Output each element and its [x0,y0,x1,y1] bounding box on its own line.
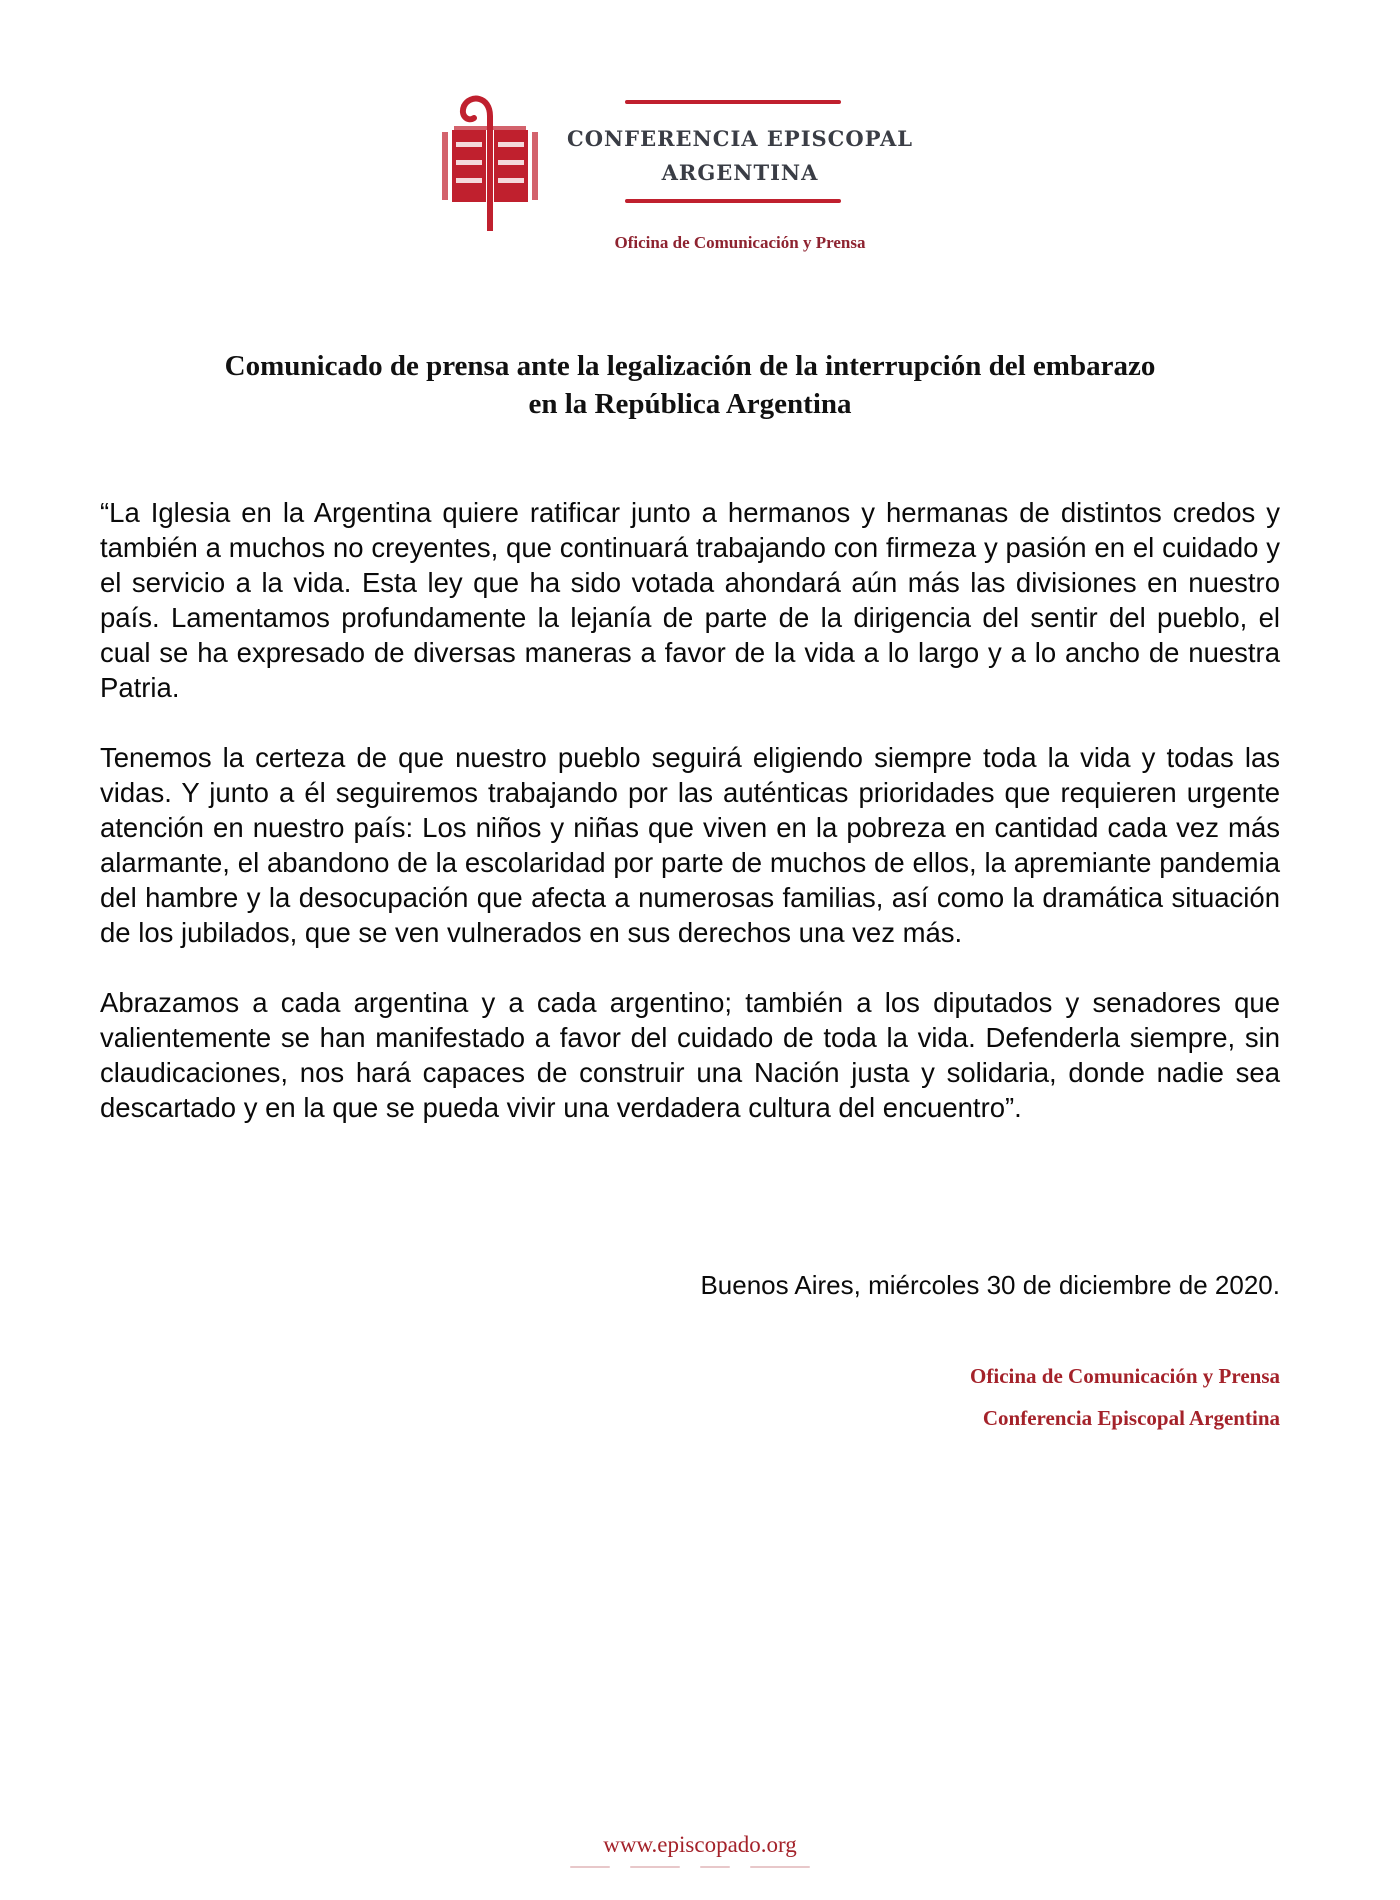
document-title-line1: Comunicado de prensa ante la legalización de la interrupción del embarazo [224,350,1156,382]
org-name-line2: ARGENTINA [661,160,819,185]
signature-line2: Conferencia Episcopal Argentina [982,1406,1280,1430]
signature-line1: Oficina de Comunicación y Prensa [970,1364,1280,1388]
header-rule-top [625,100,841,104]
statement-body [100,495,1280,1160]
statement-paragraph: Tenemos la certeza de que nuestro pueblo seguirá eligiendo siempre toda la vida y todas las vidas. Y junto a él seguiremos trabajando por las auténticas prioridades que requieren urgente atención en nuestro país: Los niños y niñas que viven en la pobreza en cantidad cada vez más alarmante, el abandono de la escolaridad por parte de muchos de ellos, la apremiante pandemia del hambre y la desocupación que afecta a numerosas familias, así como la dramática situación de los jubilados, que se ven vulnerados en sus derechos una vez más. [100,742,1280,948]
document-title [100,347,1280,423]
crozier-shield-logo-icon [440,86,540,236]
statement-paragraph: “La Iglesia en la Argentina quiere ratificar junto a hermanos y hermanas de distintos credos y también a muchos no creyentes, que continuará trabajando con firmeza y pasión en el cuidado y el servicio a la vida. Esta ley que ha sido votada ahondará aún más las divisiones en nuestro país. Lamentamos profundamente la lejanía de parte de la dirigencia del sentir del pueblo, el cual se ha expresado de diversas maneras a favor de la vida a lo largo y a lo ancho de nuestra Patria. [100,497,1280,703]
statement-paragraph: Abrazamos a cada argentina y a cada argentino; también a los diputados y senadores que valientemente se han manifestado a favor del cuidado de toda la vida. Defenderla siempre, sin claudicaciones, nos hará capaces de construir una Nación justa y solidaria, donde nadie sea descartado y en la que se pueda vivir una verdadera cultura del encuentro”. [100,987,1280,1123]
org-name-line1: CONFERENCIA EPISCOPAL [566,126,914,151]
letterhead [430,80,930,280]
header-rule-bottom [625,199,841,203]
dateline: Buenos Aires, miércoles 30 de diciembre de 2020. [700,1270,1280,1300]
footer-website-link[interactable]: www.episcopado.org [603,1832,797,1857]
org-name [540,122,940,190]
signature-block [970,1355,1280,1439]
document-title-line2: en la República Argentina [528,388,852,420]
org-tagline: Oficina de Comunicación y Prensa [614,233,866,252]
footer-clipped-line [560,1866,840,1872]
